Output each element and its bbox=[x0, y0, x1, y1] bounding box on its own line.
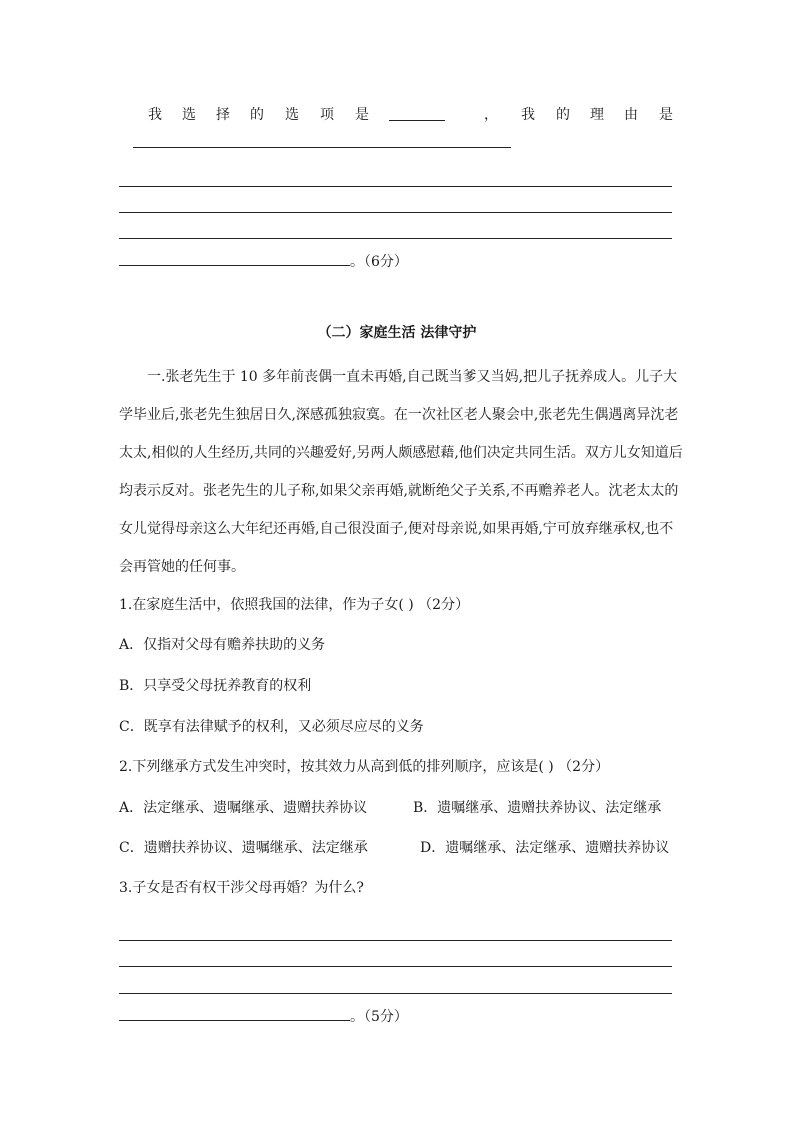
answer-line[interactable] bbox=[119, 265, 350, 266]
case-line: 女儿觉得母亲这么大年纪还再婚,自己很没面子,便对母亲说,如果再婚,宁可放弃继承权,也不 bbox=[119, 521, 674, 537]
choice-char: 选 bbox=[182, 107, 196, 123]
reason-char: 我 bbox=[521, 107, 535, 123]
q3-stem: 3.子女是否有权干涉父母再婚？为什么? bbox=[119, 880, 364, 896]
q2-option-a[interactable]: A．法定继承、遗嘱继承、遗赠扶养协议 bbox=[119, 800, 368, 816]
choice-blank[interactable] bbox=[389, 120, 445, 121]
choice-sentence bbox=[0, 104, 794, 124]
q1-stem: 1.在家庭生活中，依照我国的法律，作为子女( ) （2分） bbox=[119, 597, 470, 613]
reason-char: 的 bbox=[556, 107, 570, 123]
case-line: 均表示反对。张老先生的儿子称,如果父亲再婚,就断绝父子关系,不再赡养老人。沈老太太的 bbox=[119, 483, 679, 499]
q1-option-a[interactable]: A．仅指对父母有赡养扶助的义务 bbox=[119, 637, 326, 653]
choice-char: 选 bbox=[285, 107, 299, 123]
case-line: 会再管她的任何事。 bbox=[119, 559, 245, 575]
answer-line[interactable] bbox=[119, 238, 672, 239]
q2-option-c[interactable]: C．遗赠扶养协议、遗嘱继承、法定继承 bbox=[119, 840, 368, 856]
choice-char: 项 bbox=[320, 107, 334, 123]
q2-stem: 2.下列继承方式发生冲突时，按其效力从高到低的排列顺序，应该是( ) （2分） bbox=[119, 759, 610, 775]
reason-char: 理 bbox=[590, 107, 604, 123]
case-line: 一.张老先生于 10 多年前丧偶一直未再婚,自己既当爹又当妈,把儿子抚养成人。儿子大 bbox=[147, 369, 678, 385]
answer-line[interactable] bbox=[119, 966, 672, 967]
section-title: （二）家庭生活 法律守护 bbox=[317, 325, 477, 341]
choice-char: 择 bbox=[216, 107, 230, 123]
case-line: 学毕业后,张老先生独居日久,深感孤独寂寞。在一次社区老人聚会中,张老先生偶遇离异沈老 bbox=[119, 407, 679, 423]
score-label: 。（6分） bbox=[350, 254, 408, 270]
answer-line[interactable] bbox=[119, 940, 672, 941]
q2-option-d[interactable]: D．遗嘱继承、法定继承、遗赠扶养协议 bbox=[420, 840, 670, 856]
choice-char: 的 bbox=[250, 107, 264, 123]
reason-char: 是 bbox=[659, 107, 673, 123]
reason-blank-line[interactable] bbox=[133, 147, 511, 148]
q1-option-c[interactable]: C．既享有法律赋予的权利，又必须尽应尽的义务 bbox=[119, 719, 424, 735]
reason-char: 由 bbox=[624, 107, 638, 123]
choice-char: 我 bbox=[148, 107, 162, 123]
comma: ， bbox=[484, 107, 498, 123]
answer-line[interactable] bbox=[119, 212, 672, 213]
answer-line[interactable] bbox=[119, 186, 672, 187]
q2-option-b[interactable]: B．遗嘱继承、遗赠扶养协议、法定继承 bbox=[413, 800, 662, 816]
case-line: 太太,相似的人生经历,共同的兴趣爱好,另两人颇感慰藉,他们决定共同生活。双方儿女知道后 bbox=[119, 445, 683, 461]
answer-line[interactable] bbox=[119, 1020, 350, 1021]
case-paragraph bbox=[119, 358, 683, 586]
answer-line[interactable] bbox=[119, 993, 672, 994]
q1-option-b[interactable]: B．只享受父母抚养教育的权利 bbox=[119, 678, 312, 694]
choice-char: 是 bbox=[355, 107, 369, 123]
score-label: 。（5分） bbox=[350, 1009, 408, 1025]
